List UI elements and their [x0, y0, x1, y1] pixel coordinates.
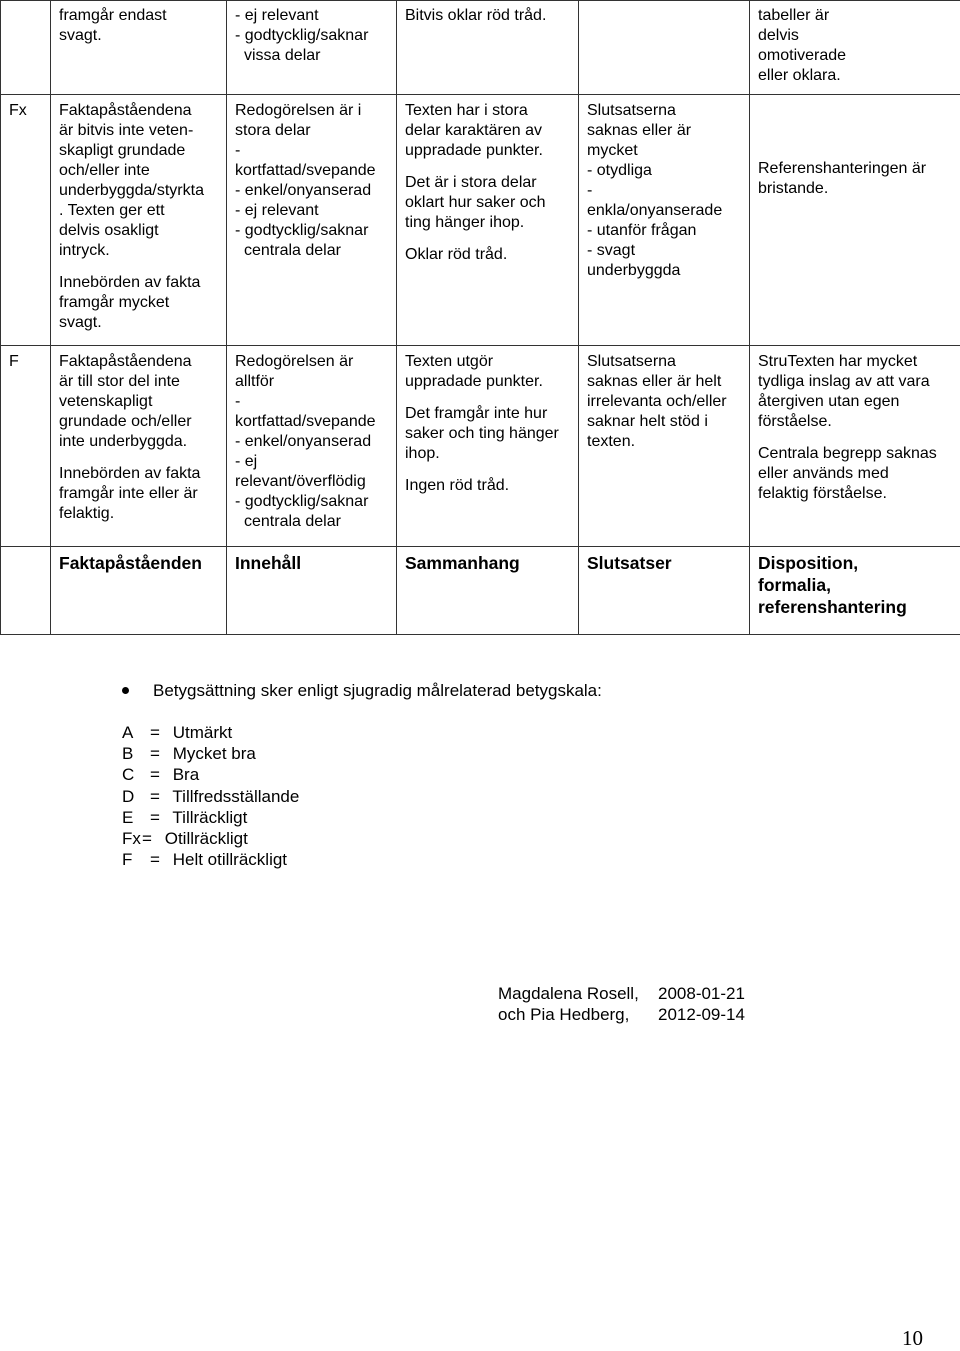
- cell-text-line: enkla/onyanserade: [587, 201, 742, 221]
- grade-label: Bra: [168, 765, 199, 784]
- cell-text-line: -: [235, 141, 389, 161]
- cell-text-line: saknar helt stöd i: [587, 412, 742, 432]
- cell-text-line: Slutsatserna: [587, 101, 742, 121]
- cell-text-line: - ej relevant: [235, 6, 389, 26]
- cell-text-line: felaktig.: [59, 504, 219, 524]
- cell-text-line: Faktapåståendena: [59, 101, 219, 121]
- grade-equals: =: [142, 828, 160, 849]
- cell-text-line: saknas eller är helt: [587, 372, 742, 392]
- cell-text-line: kortfattad/svepande: [235, 161, 389, 181]
- facts-cell: [51, 1, 227, 95]
- cell-text-line: Bitvis oklar röd tråd.: [405, 6, 571, 26]
- grade-label: Helt otillräckligt: [168, 850, 287, 869]
- cell-text-line: omotiverade: [758, 46, 953, 66]
- cell-text-line: svagt.: [59, 26, 219, 46]
- cell-text-line: Centrala begrepp saknas: [758, 444, 953, 464]
- grade-cell: [1, 547, 51, 635]
- disposition-cell: [750, 1, 960, 95]
- cell-text-line: Det är i stora delar: [405, 173, 571, 193]
- signature-line: [498, 983, 745, 1004]
- cell-text-line: Redogörelsen är i: [235, 101, 389, 121]
- cell-text-line: - ej: [235, 452, 389, 472]
- cell-text-line: framgår mycket: [59, 293, 219, 313]
- table-row-continued: [1, 1, 960, 95]
- cell-text-line: -: [587, 181, 742, 201]
- header-facts: Faktapåståenden: [51, 547, 227, 635]
- grade-equals: =: [150, 849, 168, 870]
- conclusions-cell: [579, 1, 750, 95]
- grade-label: Tillräckligt: [168, 808, 247, 827]
- header-disposition: [750, 547, 960, 635]
- grade-equals: =: [150, 743, 168, 764]
- signature-block: [498, 983, 745, 1025]
- cell-text-line: delvis osakligt: [59, 221, 219, 241]
- cell-text-line: eller används med: [758, 464, 953, 484]
- signature-date: 2012-09-14: [658, 1005, 745, 1024]
- cell-text-line: Texten har i stora: [405, 101, 571, 121]
- grade-item: [122, 764, 299, 785]
- cell-text-line: delvis: [758, 26, 953, 46]
- cell-text-line: centrala delar: [235, 241, 389, 261]
- cell-text-line: felaktig förståelse.: [758, 484, 953, 504]
- cell-text-line: Innebörden av fakta: [59, 273, 219, 293]
- conclusions-cell: [579, 95, 750, 346]
- cell-text-line: bristande.: [758, 179, 953, 199]
- cell-text-line: framgår inte eller är: [59, 484, 219, 504]
- cell-text-line: ting hänger ihop.: [405, 213, 571, 233]
- disposition-cell: [750, 95, 960, 346]
- facts-cell: [51, 346, 227, 547]
- grade-label: Utmärkt: [168, 723, 232, 742]
- cell-text-line: relevant/överflödig: [235, 472, 389, 492]
- cell-text-line: saknas eller är: [587, 121, 742, 141]
- cell-text-line: underbyggda: [587, 261, 742, 281]
- grade-cell: Fx: [1, 95, 51, 346]
- cell-text-line: eller oklara.: [758, 66, 953, 86]
- cell-text-line: ihop.: [405, 444, 571, 464]
- signature-name: Magdalena Rosell,: [498, 983, 658, 1004]
- coherence-cell: [397, 1, 579, 95]
- grade-label: Mycket bra: [168, 744, 256, 763]
- cell-text-line: - enkel/onyanserad: [235, 432, 389, 452]
- cell-text-line: uppradade punkter.: [405, 141, 571, 161]
- facts-cell: [51, 95, 227, 346]
- signature-line: [498, 1004, 745, 1025]
- page-number: 10: [902, 1326, 923, 1351]
- header-conclusions: Slutsatser: [579, 547, 750, 635]
- cell-text-line: och/eller inte: [59, 161, 219, 181]
- cell-text-line: Det framgår inte hur: [405, 404, 571, 424]
- grade-item: [122, 743, 299, 764]
- grade-code: B: [122, 743, 150, 764]
- cell-text-line: är till stor del inte: [59, 372, 219, 392]
- grade-equals: =: [150, 764, 168, 785]
- content-cell: [227, 95, 397, 346]
- cell-text-line: framgår endast: [59, 6, 219, 26]
- grade-equals: =: [150, 722, 168, 743]
- grade-code: D: [122, 786, 150, 807]
- cell-text-line: irrelevanta och/eller: [587, 392, 742, 412]
- cell-text-line: - godtycklig/saknar: [235, 221, 389, 241]
- cell-text-line: Faktapåståendena: [59, 352, 219, 372]
- header-coherence: Sammanhang: [397, 547, 579, 635]
- cell-text-line: Ingen röd tråd.: [405, 476, 571, 496]
- cell-text-line: - enkel/onyanserad: [235, 181, 389, 201]
- header-content: Innehåll: [227, 547, 397, 635]
- grade-code: Fx: [122, 828, 142, 849]
- scale-intro-text: Betygsättning sker enligt sjugradig målrelaterad betygskala:: [153, 681, 602, 700]
- cell-text-line: delar karaktären av: [405, 121, 571, 141]
- cell-text-line: kortfattad/svepande: [235, 412, 389, 432]
- signature-date: 2008-01-21: [658, 984, 745, 1003]
- cell-text-line: Referenshanteringen är: [758, 159, 953, 179]
- grade-item: [122, 807, 299, 828]
- cell-text-line: - otydliga: [587, 161, 742, 181]
- disposition-cell: [750, 346, 960, 547]
- cell-text-line: Redogörelsen är: [235, 352, 389, 372]
- cell-text-line: intryck.: [59, 241, 219, 261]
- cell-text-line: - godtycklig/saknar: [235, 26, 389, 46]
- conclusions-cell: [579, 346, 750, 547]
- grading-criteria-table: [0, 0, 960, 635]
- grade-code: C: [122, 764, 150, 785]
- table-row-f: [1, 346, 960, 547]
- grade-equals: =: [150, 786, 168, 807]
- grade-item: [122, 828, 299, 849]
- bullet-icon: [122, 687, 129, 694]
- grade-list: [122, 722, 299, 870]
- cell-text-line: - ej relevant: [235, 201, 389, 221]
- grading-scale-intro: [122, 680, 602, 701]
- content-cell: [227, 346, 397, 547]
- cell-text-line: - svagt: [587, 241, 742, 261]
- grade-label: Tillfredsställande: [168, 787, 299, 806]
- cell-text-line: vissa delar: [235, 46, 389, 66]
- cell-text-line: är bitvis inte veten-: [59, 121, 219, 141]
- grade-cell: F: [1, 346, 51, 547]
- grade-item: [122, 786, 299, 807]
- cell-text-line: tydliga inslag av att vara: [758, 372, 953, 392]
- cell-text-line: - utanför frågan: [587, 221, 742, 241]
- cell-text-line: inte underbyggda.: [59, 432, 219, 452]
- cell-text-line: alltför: [235, 372, 389, 392]
- cell-text-line: svagt.: [59, 313, 219, 333]
- grade-equals: =: [150, 807, 168, 828]
- cell-text-line: tabeller är: [758, 6, 953, 26]
- cell-text-line: vetenskapligt: [59, 392, 219, 412]
- cell-text-line: Innebörden av fakta: [59, 464, 219, 484]
- cell-text-line: - godtycklig/saknar: [235, 492, 389, 512]
- cell-text-line: referenshantering: [758, 596, 953, 618]
- grade-code: F: [122, 849, 150, 870]
- cell-text-line: centrala delar: [235, 512, 389, 532]
- coherence-cell: [397, 346, 579, 547]
- table-row-fx: [1, 95, 960, 346]
- cell-text-line: Oklar röd tråd.: [405, 245, 571, 265]
- table-header-row: [1, 547, 960, 635]
- cell-text-line: texten.: [587, 432, 742, 452]
- cell-text-line: Disposition,: [758, 552, 953, 574]
- cell-text-line: uppradade punkter.: [405, 372, 571, 392]
- cell-text-line: skapligt grundade: [59, 141, 219, 161]
- cell-text-line: underbyggda/styrkta: [59, 181, 219, 201]
- grade-code: A: [122, 722, 150, 743]
- grade-label: Otillräckligt: [160, 829, 248, 848]
- grade-code: E: [122, 807, 150, 828]
- cell-text-line: återgiven utan egen: [758, 392, 953, 412]
- cell-text-line: -: [235, 392, 389, 412]
- cell-text-line: Texten utgör: [405, 352, 571, 372]
- cell-text-line: saker och ting hänger: [405, 424, 571, 444]
- cell-text-line: Slutsatserna: [587, 352, 742, 372]
- grade-cell: [1, 1, 51, 95]
- coherence-cell: [397, 95, 579, 346]
- content-cell: [227, 1, 397, 95]
- cell-text-line: stora delar: [235, 121, 389, 141]
- cell-text-line: grundade och/eller: [59, 412, 219, 432]
- cell-text-line: mycket: [587, 141, 742, 161]
- cell-text-line: oklart hur saker och: [405, 193, 571, 213]
- cell-text-line: formalia,: [758, 574, 953, 596]
- grade-item: [122, 849, 299, 870]
- cell-text-line: . Texten ger ett: [59, 201, 219, 221]
- cell-text-line: StruTexten har mycket: [758, 352, 953, 372]
- cell-text-line: förståelse.: [758, 412, 953, 432]
- signature-name: och Pia Hedberg,: [498, 1004, 658, 1025]
- grade-item: [122, 722, 299, 743]
